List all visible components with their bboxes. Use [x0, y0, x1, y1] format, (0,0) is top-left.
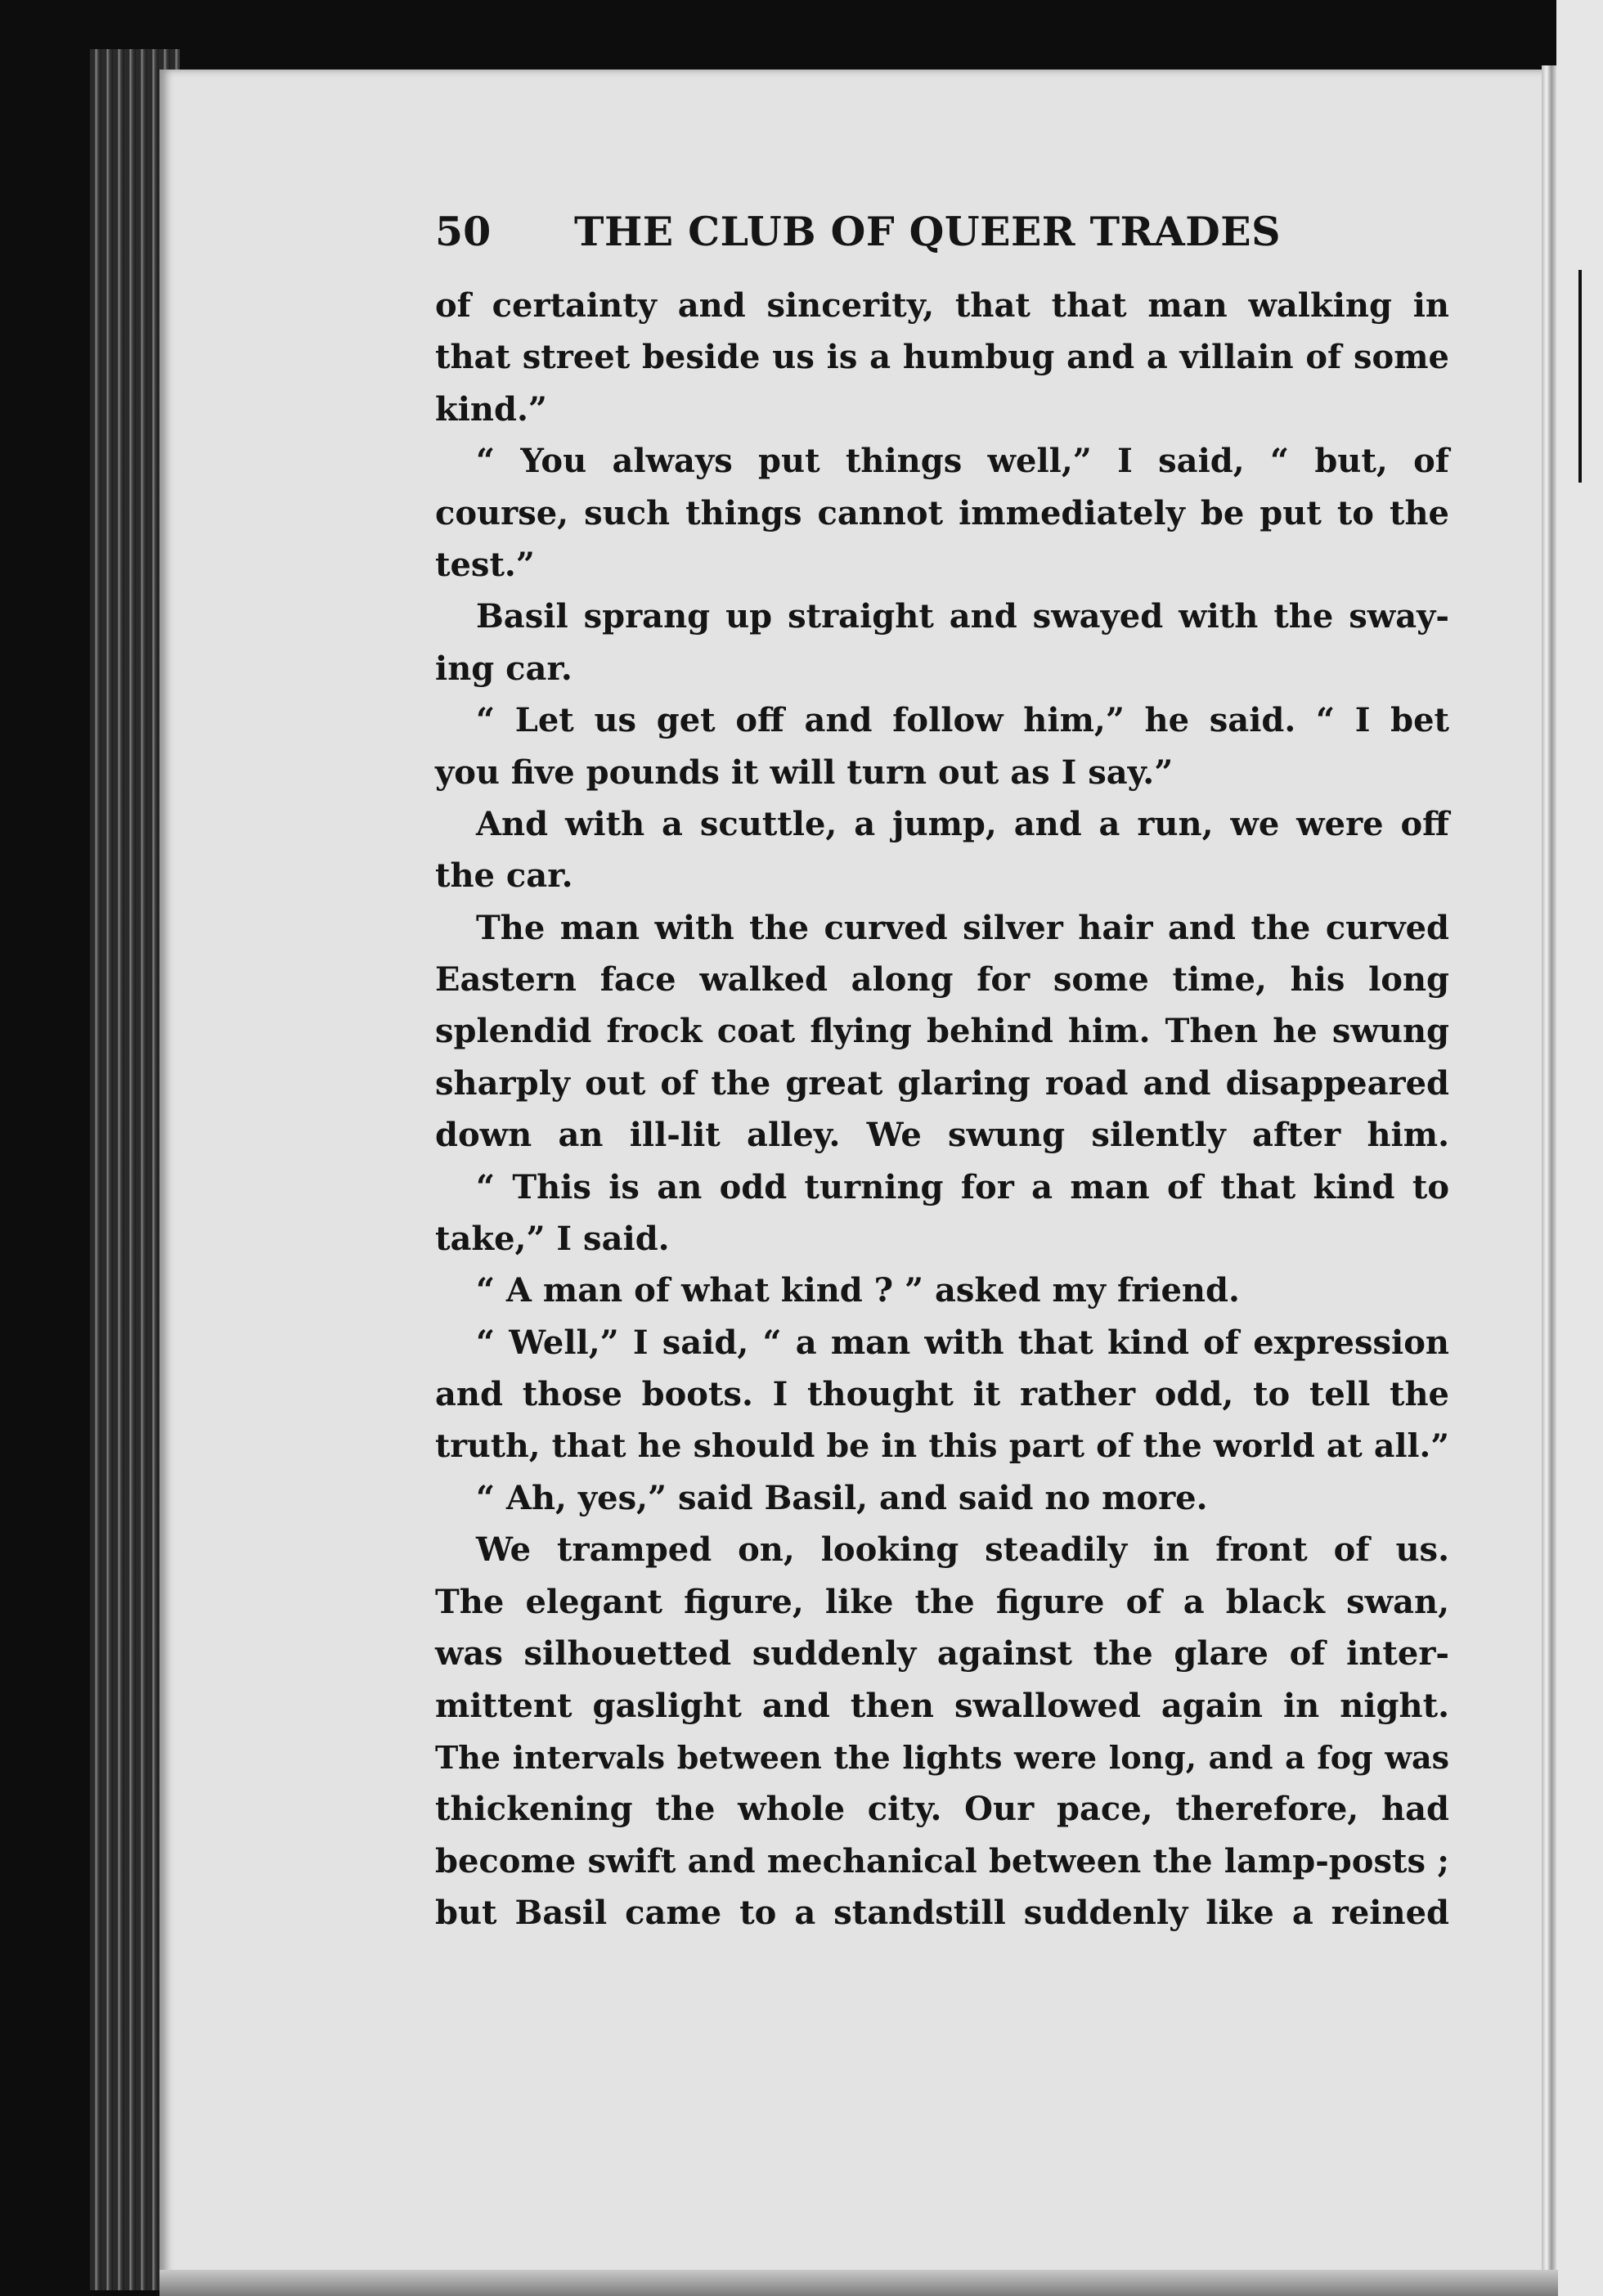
text-line: test.”: [435, 545, 535, 584]
text-line: thickening the whole city. Our pace, therefore, had: [435, 1790, 1449, 1829]
text-line: the car.: [435, 856, 573, 896]
gutter-shadow-line: [1578, 270, 1582, 483]
text-line: “ You always put things well,” I said, “ but, of: [476, 442, 1449, 481]
text-line: take,” I said.: [435, 1220, 670, 1259]
text-line: “ This is an odd turning for a man of that kind to: [476, 1167, 1449, 1206]
text-line: you five pounds it will turn out as I say.”: [435, 753, 1174, 792]
page-text-block: [435, 203, 1449, 1939]
text-line: that street beside us is a humbug and a villain of some: [435, 338, 1449, 377]
text-line: and those boots. I thought it rather odd, to tell the: [435, 1375, 1449, 1414]
page-number: 50: [435, 208, 492, 255]
text-line: “ A man of what kind ? ” asked my friend.: [476, 1271, 1240, 1310]
gutter-edge: [1542, 65, 1556, 2296]
text-line: down an ill-lit alley. We swung silently after him.: [435, 1116, 1449, 1155]
text-line: course, such things cannot immediately be put to the: [435, 493, 1449, 532]
text-line: kind.”: [435, 389, 547, 429]
text-line: The intervals between the lights were long, and a fog was: [435, 1738, 1449, 1776]
text-line: ing car.: [435, 649, 572, 688]
text-line: splendid frock coat flying behind him. Then he swung: [435, 1012, 1449, 1051]
text-line: truth, that he should be in this part of the world at all.”: [435, 1427, 1449, 1465]
text-line: Eastern face walked along for some time, his long: [435, 960, 1449, 1000]
text-line: of certainty and sincerity, that that man walking in: [435, 286, 1449, 325]
text-line: “ Well,” I said, “ a man with that kind of expression: [476, 1323, 1449, 1362]
text-line: become swift and mechanical between the lamp-posts ;: [435, 1841, 1449, 1880]
page-bottom-edge: [159, 2270, 1558, 2296]
running-header: [435, 203, 1449, 262]
text-line: Basil sprang up straight and swayed with the sway-: [476, 597, 1449, 636]
text-line: “ Ah, yes,” said Basil, and said no more.: [476, 1478, 1208, 1517]
text-line: “ Let us get off and follow him,” he said. “ I bet: [476, 701, 1449, 740]
text-line: sharply out of the great glaring road and disappeared: [435, 1063, 1449, 1103]
text-line: We tramped on, looking steadily in front of us.: [476, 1530, 1449, 1570]
text-line: The man with the curved silver hair and the curved: [476, 908, 1449, 947]
text-line: And with a scuttle, a jump, and a run, we were off: [476, 804, 1449, 843]
text-line: but Basil came to a standstill suddenly like a reined: [435, 1894, 1449, 1933]
text-line: was silhouetted suddenly against the glare of inter-: [435, 1634, 1449, 1674]
running-title: THE CLUB OF QUEER TRADES: [574, 208, 1281, 255]
text-line: mittent gaslight and then swallowed again in night.: [435, 1686, 1449, 1725]
body-text: [435, 280, 1449, 1939]
text-line: The elegant figure, like the figure of a black swan,: [435, 1582, 1449, 1621]
